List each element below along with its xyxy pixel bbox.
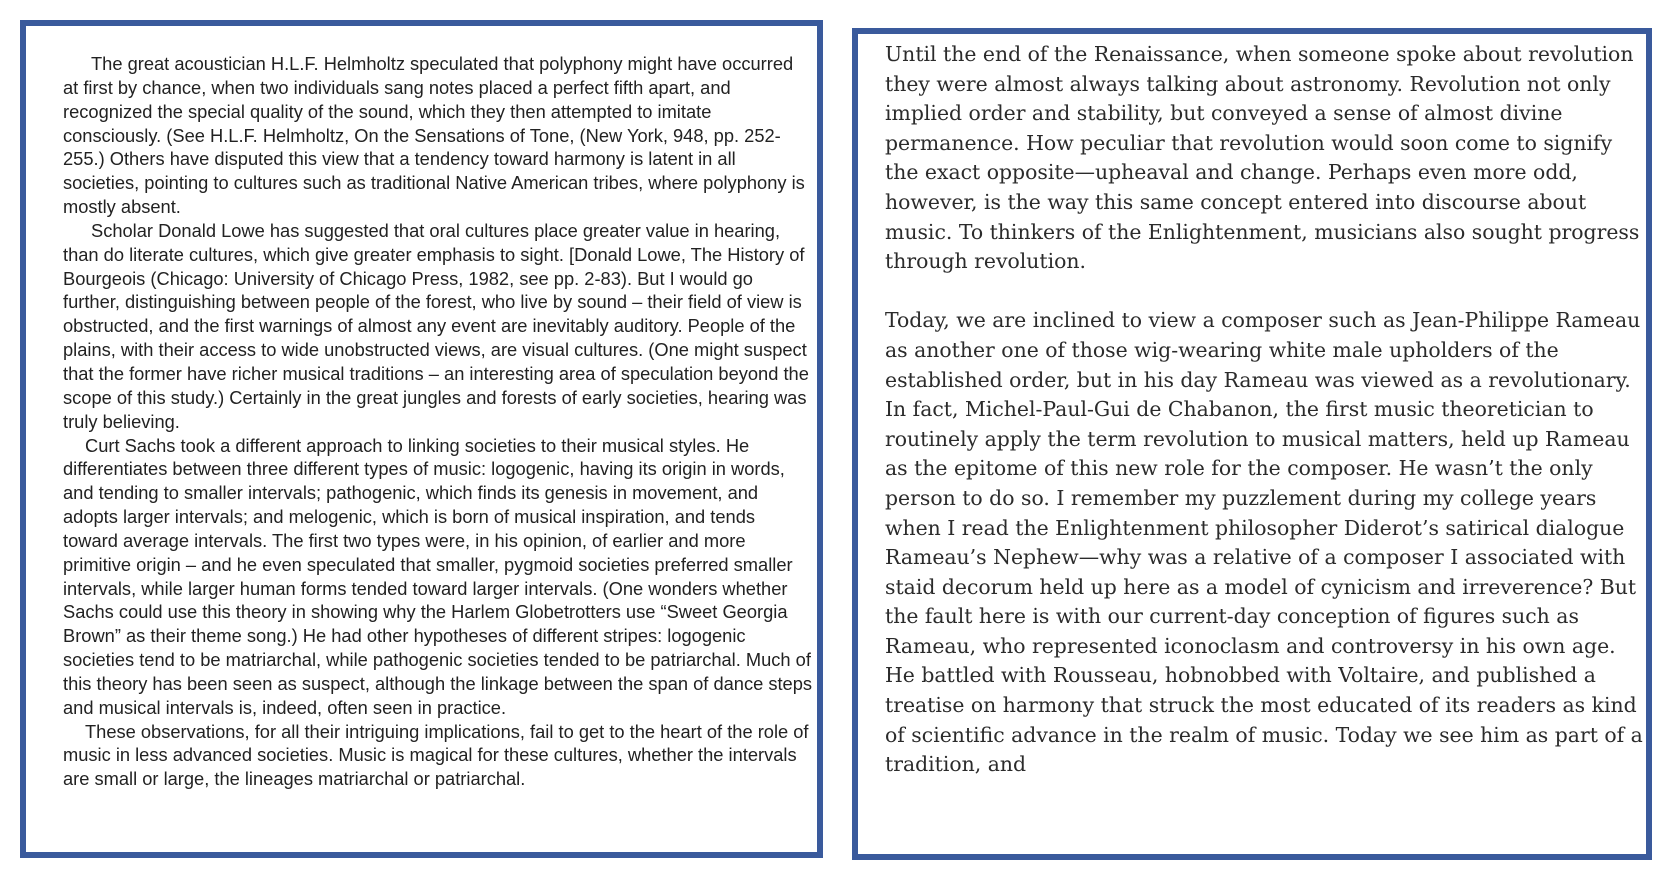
right-document-panel xyxy=(852,28,1652,860)
left-page-text[interactable] xyxy=(63,52,813,791)
left-paragraph-2-text: Scholar Donald Lowe has suggested that oral cultures place greater value in hearing, than do literate cultures, which give greater emphasis to sight. [Donald Lowe, The History of Bourgeois (Chicago: University of Chicago Press, 1982, see pp. 2-83). But I would go further, distinguishing between people of the forest, who live by sound – their field of view is obstructed, and the first warnings of almost any event are inevitably auditory. People of the plains, with their access to wide unobstructed views, are visual cultures. (One might suspect that the former have richer musical traditions – an interesting area of speculation beyond the scope of this study.) Certainly in the great jungles and forests of early societies, hearing was truly believing. xyxy=(63,219,809,432)
right-paragraph-2: Today, we are inclined to view a composer such as Jean-Philippe Rameau as another one of those wig-wearing white male upholders of the established order, but in his day Rameau was viewed as a revolutionary. In fact, Michel-Paul-Gui de Chabanon, the first music theoretician to routinely apply the term revolution to musical matters, held up Rameau as the epitome of this new role for the composer. He wasn’t the only person to do so. I remember my puzzlement during my college years when I read the Enlightenment philosopher Diderot’s satirical dialogue Rameau’s Nephew—why was a relative of a composer I associated with staid decorum held up here as a model of cynicism and irreverence? But the fault here is with our current-day conception of figures such as Rameau, who represented iconoclasm and controversy in his own age. He battled with Rousseau, hobnobbed with Voltaire, and published a treatise on harmony that struck the most educated of its readers as kind of scientific advance in the realm of music. Today we see him as part of a tradition, and xyxy=(885,308,1643,777)
right-page-text[interactable] xyxy=(885,40,1645,809)
left-paragraph-1: The great acoustician H.L.F. Helmholtz speculated that polyphony might have occurred at first by chance, when two individuals sang notes placed a perfect fifth apart, and recognized the special quality of the sound, which they then attempted to imitate consciously. (See H.L.F. Helmholtz, On the Sensations of Tone, (New York, 948, pp. 252-255.) Others have disputed this view that a tendency toward harmony is latent in all societies, pointing to cultures such as traditional Native American tribes, where polyphony is mostly absent. xyxy=(63,53,805,218)
left-paragraph-3: Curt Sachs took a different approach to linking societies to their musical styles. He differentiates between three different types of music: logogenic, having its origin in words, and tending to smaller intervals; pathogenic, which finds its genesis in movement, and adopts larger intervals; and melogenic, which is born of musical inspiration, and tends toward average intervals. The first two types were, in his opinion, of earlier and more primitive origin – and he even speculated that smaller, pygmoid societies preferred smaller intervals, while larger human forms tended toward larger intervals. (One wonders whether Sachs could use this theory in showing why the Harlem Globetrotters use “Sweet Georgia Brown” as their theme song.) He had other hypotheses of different stripes: logogenic societies tend to be matriarchal, while pathogenic societies tended to be patriarchal. Much of this theory has been seen as suspect, although the linkage between the span of dance steps and musical intervals is, indeed, often seen in practice. xyxy=(63,434,813,718)
right-paragraph-1: Until the end of the Renaissance, when someone spoke about revolution they were almost always talking about astronomy. Revolution not only implied order and stability, but conveyed a sense of almost divine permanence. How peculiar that revolution would soon come to signify the exact opposite—upheaval and change. Perhaps even more odd, however, is the way this same concept entered into discourse about music. To thinkers of the Enlightenment, musicians also sought progress through revolution. xyxy=(885,42,1640,274)
left-document-panel xyxy=(20,20,823,858)
left-paragraph-2 xyxy=(63,219,813,434)
left-paragraph-4: These observations, for all their intriguing implications, fail to get to the heart of the role of music in less advanced societies. Music is magical for these cultures, whether the intervals are small or large, the lineages matriarchal or patriarchal. xyxy=(63,720,809,790)
